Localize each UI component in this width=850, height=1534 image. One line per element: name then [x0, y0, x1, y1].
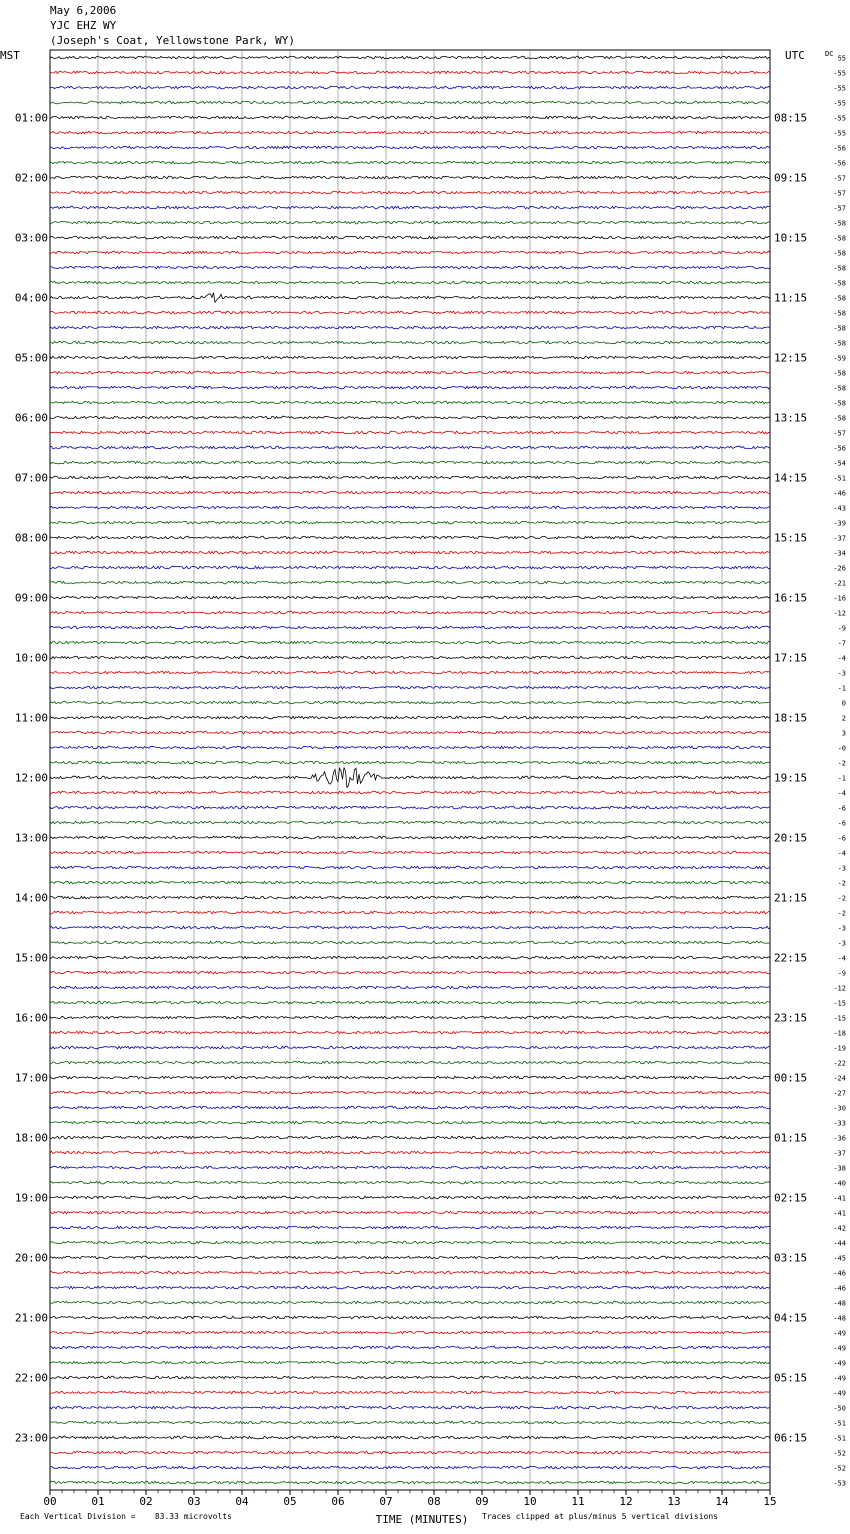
seismic-trace	[50, 371, 770, 374]
dc-offset-label: -56	[833, 144, 846, 153]
seismic-trace	[50, 641, 770, 644]
dc-offset-label: -16	[833, 594, 846, 603]
seismic-trace	[50, 1316, 770, 1319]
dc-offset-label: -1	[837, 774, 846, 783]
seismic-trace	[50, 266, 770, 269]
dc-offset-label: -58	[833, 414, 846, 423]
seismic-trace	[50, 206, 770, 209]
seismic-trace	[50, 1286, 770, 1289]
dc-offset-label: -6	[837, 804, 846, 813]
seismic-trace	[50, 851, 770, 854]
seismic-trace	[50, 911, 770, 914]
dc-offset-label: -38	[833, 1164, 846, 1173]
left-hour-label: 15:00	[14, 951, 48, 965]
seismic-trace	[50, 1121, 770, 1124]
dc-offset-label: -24	[833, 1074, 846, 1083]
dc-offset-label: -58	[833, 384, 846, 393]
dc-offset-label: -58	[833, 399, 846, 408]
x-tick-label: 15	[763, 1495, 777, 1508]
seismic-trace	[50, 626, 770, 629]
seismic-trace	[50, 866, 770, 869]
x-tick-label: 08	[427, 1495, 441, 1508]
seismic-trace	[50, 1211, 770, 1214]
dc-offset-label: -49	[833, 1374, 846, 1383]
dc-offset-label: -48	[833, 1314, 846, 1323]
left-hour-labels	[15, 112, 48, 1445]
dc-offset-label: -58	[833, 309, 846, 318]
dc-offset-label: -3	[837, 939, 846, 948]
right-hour-label: 22:15	[774, 951, 808, 965]
seismic-trace	[50, 1421, 770, 1424]
station-code: YJC EHZ WY	[50, 19, 117, 32]
dc-offset-label: -50	[833, 1404, 846, 1413]
seismic-trace	[50, 941, 770, 944]
seismic-trace	[50, 1151, 770, 1154]
dc-offset-label: -40	[833, 1179, 846, 1188]
seismic-trace	[50, 1226, 770, 1229]
x-tick-label: 05	[283, 1495, 297, 1508]
seismic-trace	[50, 581, 770, 584]
left-hour-label: 12:00	[14, 771, 48, 785]
seismic-trace	[50, 926, 770, 929]
left-hour-label: 16:00	[14, 1011, 48, 1025]
scale-note: Each Vertical Division = 83.33 microvolts	[20, 1512, 232, 1521]
x-tick-label: 09	[475, 1495, 489, 1508]
seismic-trace	[50, 386, 770, 389]
dc-offset-label: -4	[837, 849, 846, 858]
seismic-trace	[50, 896, 770, 899]
dc-offset-label: -2	[837, 894, 846, 903]
seismic-trace	[50, 1091, 770, 1094]
dc-offset-label: -22	[833, 1059, 846, 1068]
dc-offset-label: -46	[833, 1269, 846, 1278]
dc-offset-label: -34	[833, 549, 846, 558]
seismic-trace	[50, 281, 770, 284]
right-hour-label: 14:15	[774, 471, 808, 485]
trace-layer	[50, 56, 770, 1484]
seismic-trace	[50, 356, 770, 359]
seismic-trace	[50, 1391, 770, 1394]
x-tick-label: 10	[523, 1495, 537, 1508]
left-hour-label: 22:00	[14, 1371, 48, 1385]
dc-offset-label: -59	[833, 354, 846, 363]
seismic-trace	[50, 1406, 770, 1409]
left-hour-label: 08:00	[14, 531, 48, 545]
dc-offset-label: -4	[837, 954, 846, 963]
dc-offset-label: -2	[837, 759, 846, 768]
left-hour-label: 10:00	[14, 651, 48, 665]
dc-offset-label: 2	[841, 714, 846, 723]
dc-offset-label: -36	[833, 1134, 846, 1143]
x-axis-ticks	[43, 1490, 776, 1508]
x-tick-label: 12	[619, 1495, 633, 1508]
x-tick-label: 13	[667, 1495, 681, 1508]
dc-offset-label: -6	[837, 819, 846, 828]
seismic-trace	[50, 986, 770, 989]
dc-offset-label: -53	[833, 1479, 846, 1488]
dc-offset-label: -52	[833, 1449, 846, 1458]
seismic-trace	[50, 716, 770, 719]
seismic-trace	[50, 161, 770, 164]
seismic-trace	[50, 446, 770, 449]
right-hour-label: 18:15	[774, 711, 808, 725]
dc-offset-label: -45	[833, 1254, 846, 1263]
x-tick-label: 01	[91, 1495, 105, 1508]
right-hour-label: 19:15	[774, 771, 808, 785]
seismic-trace	[50, 821, 770, 824]
dc-offset-label: -41	[833, 1209, 846, 1218]
helicorder-date: May 6,2006	[50, 4, 117, 17]
seismic-trace	[50, 1076, 770, 1079]
dc-offset-label: -6	[837, 834, 846, 843]
dc-offset-label: -55	[833, 114, 846, 123]
seismic-trace	[50, 1271, 770, 1274]
right-hour-label: 00:15	[774, 1071, 808, 1085]
seismic-trace	[50, 551, 770, 554]
right-hour-label: 03:15	[774, 1251, 808, 1265]
seismic-trace	[50, 768, 770, 788]
seismic-trace	[50, 401, 770, 404]
seismic-trace	[50, 176, 770, 179]
right-hour-label: 20:15	[774, 831, 808, 845]
dc-offset-label: -55	[833, 69, 846, 78]
seismic-trace	[50, 1301, 770, 1304]
seismic-trace	[50, 146, 770, 149]
left-hour-label: 06:00	[14, 411, 48, 425]
dc-offset-label: -44	[833, 1239, 846, 1248]
seismic-trace	[50, 536, 770, 539]
dc-offset-label: -46	[833, 1284, 846, 1293]
dc-offset-label: -57	[833, 204, 846, 213]
dc-offset-label: -51	[833, 1419, 846, 1428]
seismic-trace	[50, 1331, 770, 1334]
dc-offset-label: -26	[833, 564, 846, 573]
seismic-trace	[50, 506, 770, 509]
seismic-trace	[50, 746, 770, 749]
right-hour-label: 09:15	[774, 171, 808, 185]
seismic-trace	[50, 56, 770, 59]
seismic-trace	[50, 596, 770, 599]
x-tick-label: 06	[331, 1495, 345, 1508]
dc-offset-label: -58	[833, 249, 846, 258]
seismic-trace	[50, 1436, 770, 1439]
dc-offset-label: -57	[833, 189, 846, 198]
left-hour-label: 09:00	[14, 591, 48, 605]
seismic-trace	[50, 1166, 770, 1169]
dc-header-label: DC	[825, 50, 834, 58]
seismic-trace	[50, 1466, 770, 1469]
seismic-trace	[50, 656, 770, 659]
right-hour-label: 13:15	[774, 411, 808, 425]
dc-offset-label: -57	[833, 429, 846, 438]
seismic-trace	[50, 1451, 770, 1454]
left-hour-label: 05:00	[14, 351, 48, 365]
x-tick-label: 11	[571, 1495, 585, 1508]
dc-offset-label: -27	[833, 1089, 846, 1098]
seismic-trace	[50, 416, 770, 419]
dc-offset-label: -4	[837, 789, 846, 798]
dc-offset-label: 0	[841, 699, 846, 708]
right-hour-label: 15:15	[774, 531, 808, 545]
dc-offset-label: -58	[833, 294, 846, 303]
right-hour-label: 23:15	[774, 1011, 808, 1025]
right-hour-label: 02:15	[774, 1191, 808, 1205]
seismic-trace	[50, 791, 770, 794]
seismic-trace	[50, 566, 770, 569]
left-hour-label: 02:00	[14, 171, 48, 185]
left-timezone-label: MST	[0, 49, 20, 62]
left-hour-label: 17:00	[14, 1071, 48, 1085]
x-axis-label: TIME (MINUTES)	[375, 1513, 469, 1526]
x-tick-label: 04	[235, 1495, 249, 1508]
dc-offset-label: -49	[833, 1344, 846, 1353]
dc-offset-label: -58	[833, 234, 846, 243]
seismic-trace	[50, 1346, 770, 1349]
seismic-trace	[50, 131, 770, 134]
dc-offset-label: -2	[837, 879, 846, 888]
dc-offset-label: -7	[837, 639, 846, 648]
right-hour-label: 04:15	[774, 1311, 808, 1325]
seismic-trace	[50, 1481, 770, 1484]
dc-offset-labels	[833, 55, 846, 1488]
right-hour-label: 17:15	[774, 651, 808, 665]
right-hour-label: 05:15	[774, 1371, 808, 1385]
station-location: (Joseph's Coat, Yellowstone Park, WY)	[50, 34, 296, 47]
seismic-trace	[50, 686, 770, 689]
seismic-trace	[50, 1061, 770, 1064]
seismic-trace	[50, 191, 770, 194]
right-hour-label: 10:15	[774, 231, 808, 245]
dc-offset-label: -57	[833, 174, 846, 183]
x-tick-label: 14	[715, 1495, 729, 1508]
dc-offset-label: -43	[833, 504, 846, 513]
left-hour-label: 07:00	[14, 471, 48, 485]
left-hour-label: 13:00	[14, 831, 48, 845]
seismic-trace	[50, 476, 770, 479]
dc-offset-label: -56	[833, 159, 846, 168]
seismic-trace	[50, 1136, 770, 1139]
dc-offset-label: -56	[833, 444, 846, 453]
seismic-trace	[50, 1106, 770, 1109]
dc-offset-label: -2	[837, 909, 846, 918]
seismic-trace	[50, 731, 770, 734]
seismic-trace	[50, 971, 770, 974]
seismic-trace	[50, 341, 770, 344]
seismic-trace	[50, 806, 770, 809]
dc-offset-label: -12	[833, 609, 846, 618]
seismic-trace	[50, 71, 770, 74]
seismic-trace	[50, 521, 770, 524]
seismic-trace	[50, 251, 770, 254]
right-hour-label: 21:15	[774, 891, 808, 905]
dc-offset-label: -39	[833, 519, 846, 528]
dc-offset-label: -3	[837, 669, 846, 678]
left-hour-label: 01:00	[14, 111, 48, 125]
seismic-trace	[50, 293, 770, 303]
x-tick-label: 00	[43, 1495, 57, 1508]
dc-offset-label: -58	[833, 339, 846, 348]
dc-offset-label: -49	[833, 1359, 846, 1368]
dc-offset-label: -21	[833, 579, 846, 588]
seismic-trace	[50, 1016, 770, 1019]
left-hour-label: 19:00	[14, 1191, 48, 1205]
dc-offset-label: -42	[833, 1224, 846, 1233]
seismic-trace	[50, 761, 770, 764]
dc-offset-label: -55	[833, 84, 846, 93]
dc-offset-label: -12	[833, 984, 846, 993]
dc-offset-label: -15	[833, 1014, 846, 1023]
right-hour-label: 06:15	[774, 1431, 808, 1445]
seismic-trace	[50, 431, 770, 434]
dc-offset-label: -54	[833, 459, 846, 468]
dc-offset-label: -58	[833, 279, 846, 288]
dc-offset-label: -3	[837, 924, 846, 933]
seismic-trace	[50, 101, 770, 104]
dc-offset-label: -51	[833, 474, 846, 483]
right-hour-label: 16:15	[774, 591, 808, 605]
seismic-trace	[50, 1241, 770, 1244]
dc-offset-label: -18	[833, 1029, 846, 1038]
x-tick-label: 03	[187, 1495, 201, 1508]
seismic-trace	[50, 221, 770, 224]
dc-offset-label: -41	[833, 1194, 846, 1203]
seismic-trace	[50, 1196, 770, 1199]
seismic-trace	[50, 461, 770, 464]
seismic-trace	[50, 1376, 770, 1379]
dc-offset-label: -58	[833, 324, 846, 333]
dc-offset-label: -15	[833, 999, 846, 1008]
left-hour-label: 14:00	[14, 891, 48, 905]
right-hour-labels	[774, 112, 807, 1445]
right-hour-label: 08:15	[774, 111, 808, 125]
dc-offset-label: -51	[833, 1434, 846, 1443]
seismic-trace	[50, 1046, 770, 1049]
left-hour-label: 11:00	[14, 711, 48, 725]
dc-offset-label: -19	[833, 1044, 846, 1053]
left-hour-label: 23:00	[14, 1431, 48, 1445]
seismic-trace	[50, 701, 770, 704]
x-tick-label: 02	[139, 1495, 153, 1508]
seismic-trace	[50, 611, 770, 614]
seismic-trace	[50, 836, 770, 839]
dc-offset-label: -49	[833, 1389, 846, 1398]
dc-offset-label: -37	[833, 534, 846, 543]
dc-offset-label: -9	[837, 969, 846, 978]
left-hour-label: 18:00	[14, 1131, 48, 1145]
seismic-trace	[50, 1181, 770, 1184]
dc-offset-label: -30	[833, 1104, 846, 1113]
dc-offset-label: -58	[833, 369, 846, 378]
seismic-trace	[50, 956, 770, 959]
dc-offset-label: 55	[837, 54, 846, 63]
dc-offset-label: 3	[841, 729, 846, 738]
dc-offset-label: -52	[833, 1464, 846, 1473]
right-hour-label: 01:15	[774, 1131, 808, 1145]
seismic-trace	[50, 671, 770, 674]
seismic-trace	[50, 1031, 770, 1034]
x-tick-label: 07	[379, 1495, 393, 1508]
dc-offset-label: -4	[837, 654, 846, 663]
dc-offset-label: -58	[833, 264, 846, 273]
clip-note: Traces clipped at plus/minus 5 vertical divisions	[482, 1512, 719, 1521]
dc-offset-label: -9	[837, 624, 846, 633]
dc-offset-label: -55	[833, 99, 846, 108]
dc-offset-label: -37	[833, 1149, 846, 1158]
dc-offset-label: -0	[837, 744, 846, 753]
left-hour-label: 03:00	[14, 231, 48, 245]
dc-offset-label: -33	[833, 1119, 846, 1128]
seismic-trace	[50, 1256, 770, 1259]
seismic-trace	[50, 86, 770, 89]
dc-offset-label: -46	[833, 489, 846, 498]
dc-offset-label: -1	[837, 684, 846, 693]
seismic-trace	[50, 236, 770, 239]
seismic-trace	[50, 116, 770, 119]
right-timezone-label: UTC	[785, 49, 805, 62]
right-hour-label: 12:15	[774, 351, 808, 365]
dc-offset-label: -3	[837, 864, 846, 873]
left-hour-label: 20:00	[14, 1251, 48, 1265]
seismic-trace	[50, 1001, 770, 1004]
left-hour-label: 04:00	[14, 291, 48, 305]
seismic-trace	[50, 491, 770, 494]
dc-offset-label: -49	[833, 1329, 846, 1338]
dc-offset-label: -55	[833, 129, 846, 138]
seismic-trace	[50, 326, 770, 329]
seismic-trace	[50, 1361, 770, 1364]
seismic-trace	[50, 311, 770, 314]
dc-offset-label: -58	[833, 219, 846, 228]
right-hour-label: 11:15	[774, 291, 808, 305]
dc-offset-label: -48	[833, 1299, 846, 1308]
seismic-trace	[50, 881, 770, 884]
left-hour-label: 21:00	[14, 1311, 48, 1325]
